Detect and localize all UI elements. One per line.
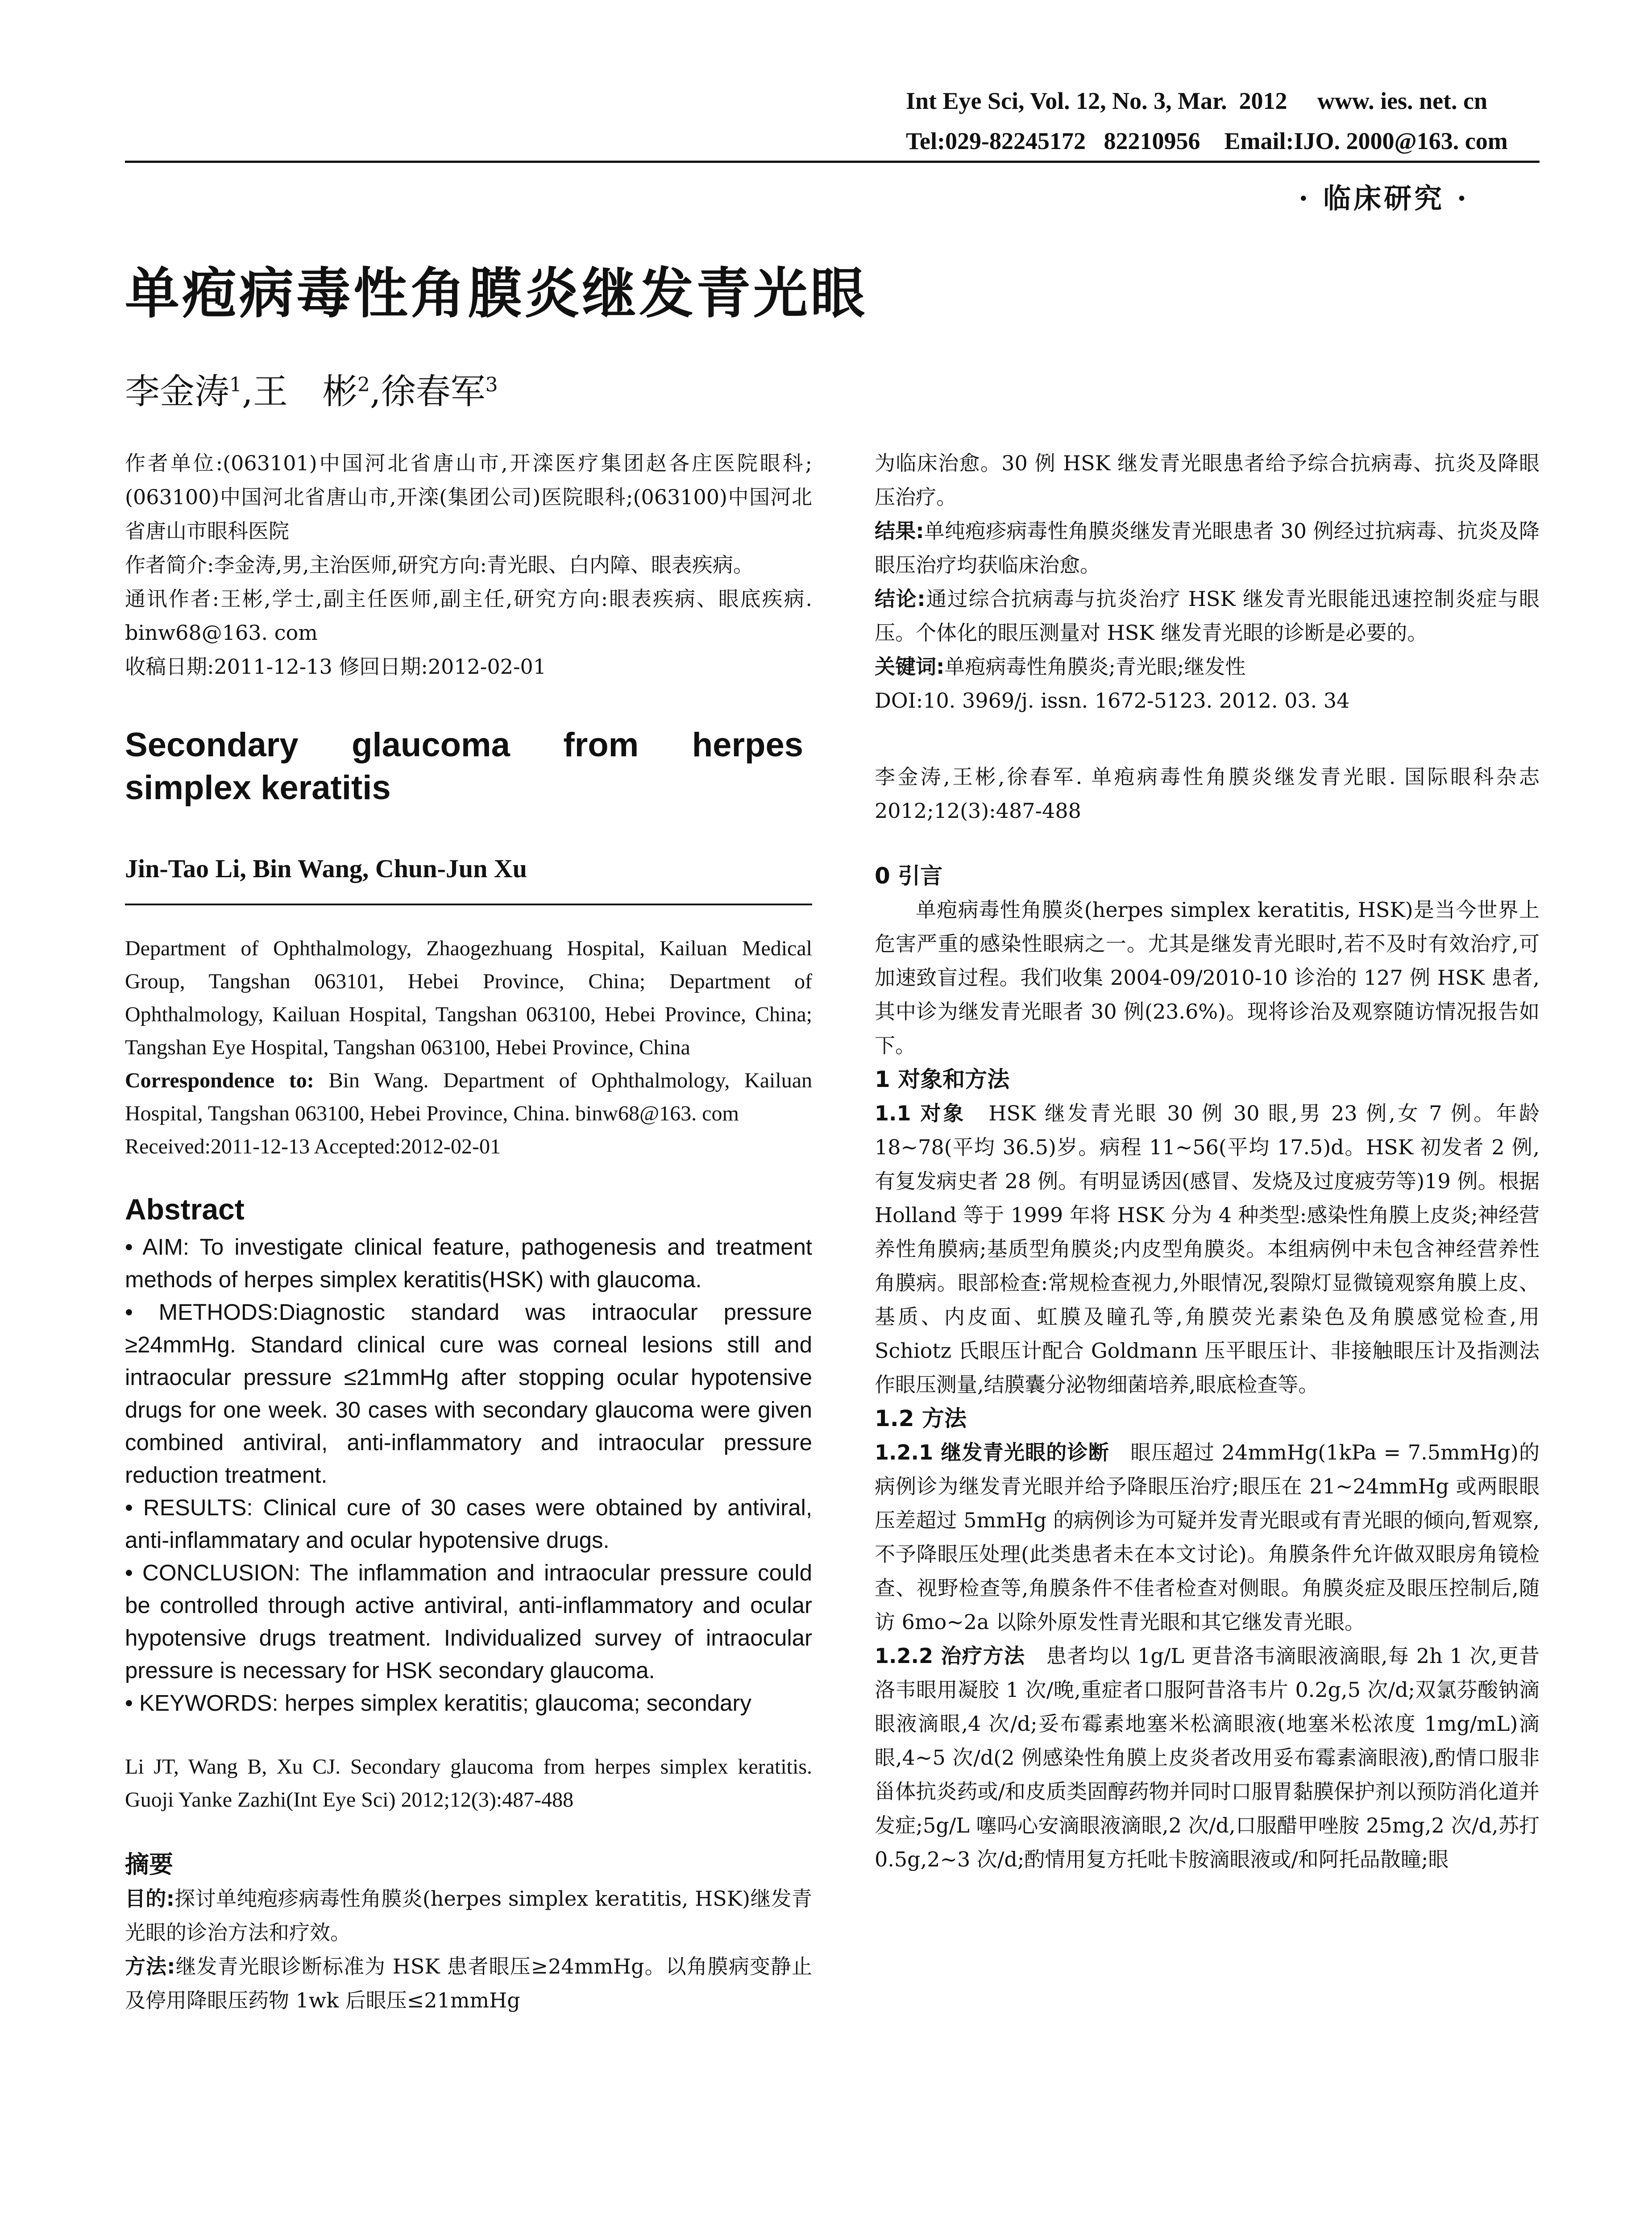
section-1-heading: 1 对象和方法 [875,1066,1010,1092]
contact-header: Tel:029-82245172 82210956 Email:IJO. 2000@163. com [906,128,1508,154]
abstract-aim-label: • AIM: [125,1234,190,1260]
zy-results-text: 单纯疱疹病毒性角膜炎继发青光眼患者 30 例经过抗病毒、抗炎及降眼压治疗均获临床治愈。 [875,519,1540,577]
abstract-methods [125,1296,812,1491]
citation-cn: 李金涛,王彬,徐春军. 单疱病毒性角膜炎继发青光眼. 国际眼科杂志 2012;12(3):487-488 [875,765,1540,823]
author-1-sup: 1 [229,373,242,396]
section-1-2-2 [875,1639,1540,1876]
zy-results-label: 结果: [875,519,924,543]
abstract-aim-text: To investigate clinical feature, pathogenesis and treatment methods of herpes simplex keratitis(HSK) with glaucoma. [125,1234,812,1292]
correspondence-en [125,1064,812,1130]
section-1-2-1-heading: 1.2.1 继发青光眼的诊断 [875,1440,1109,1464]
abstract-keywords [125,1687,812,1719]
zy-keywords-text: 单疱病毒性角膜炎;青光眼;继发性 [944,655,1246,679]
section-1-2-2-heading: 1.2.2 治疗方法 [875,1644,1025,1668]
authors-cn: 李金涛$^1$,王 彬$^2$,徐春军$^3$ [125,372,498,412]
right-column [875,446,1540,1876]
abstract-results-label: • RESULTS: [125,1495,253,1520]
zy-methods-continued: 为临床治愈。30 例 HSK 继发青光眼患者给予综合抗病毒、抗炎及降眼压治疗。 [875,451,1540,509]
abstract-conclusion [125,1556,812,1687]
section-1-2-1-text: 眼压超过 24mmHg(1kPa = 7.5mmHg)的病例诊为继发青光眼并给予降眼压治疗;眼压在 21~24mmHg 或两眼眼压差超过 5mmHg 的病例诊为可疑并发青光眼或有青光眼的倾向,暂观察,不予降眼压处理(此类患者未在本文讨论)。角膜条件允许做双眼房角镜检查、视野检查等,角膜条件不佳者检查对侧眼。角膜炎症及眼压控制后,随访 6mo~2a 以除外原发性青光眼和其它继发青光眼。 [875,1440,1540,1634]
zy-conclusion-label: 结论: [875,587,926,611]
abstract-aim [125,1231,812,1296]
zy-conclusion [875,582,1540,650]
author-bio-cn: 作者简介:李金涛,男,主治医师,研究方向:青光眼、白内障、眼表疾病。 [125,553,754,577]
section-1-2-heading: 1.2 方法 [875,1406,967,1431]
author-3: 徐春军 [381,372,486,412]
zy-objective [125,1882,812,1949]
section-0-heading: 0 引言 [875,863,943,889]
section-1-1 [875,1096,1540,1402]
zy-keywords [875,650,1540,684]
journal-header: Int Eye Sci, Vol. 12, No. 3, Mar. 2012 www. ies. net. cn [906,87,1488,114]
abstract-conclusion-label: • CONCLUSION: [125,1560,301,1585]
zhaiyao-heading: 摘要 [125,1850,173,1879]
author-1: 李金涛 [125,372,230,412]
zy-conclusion-text: 通过综合抗病毒与抗炎治疗 HSK 继发青光眼能迅速控制炎症与眼压。个体化的眼压测量对 HSK 继发青光眼的诊断是必要的。 [875,587,1540,645]
zy-objective-text: 探讨单纯疱疹病毒性角膜炎(herpes simplex keratitis, HSK)继发青光眼的诊治方法和疗效。 [125,1887,812,1945]
author-3-sup: 3 [485,373,498,396]
section-1-2-2-text: 患者均以 1g/L 更昔洛韦滴眼液滴眼,每 2h 1 次,更昔洛韦眼用凝胶 1 次/晚,重症者口服阿昔洛韦片 0.2g,5 次/d;双氯芬酸钠滴眼液滴眼,4 次/d;妥布霉素地塞米松滴眼液(地塞米松浓度 1mg/mL)滴眼,4~5 次/d(2 例感染性角膜上皮炎者改用妥布霉素滴眼液),酌情口服非甾体抗炎药或/和皮质类固醇药物并同时口服胃黏膜保护剂以预防消化道并发症;5g/L 噻吗心安滴眼液滴眼,2 次/d,口服醋甲唑胺 25mg,2 次/d,苏打 0.5g,2~3 次/d;酌情用复方托吡卡胺滴眼液或/和阿托品散瞳;眼 [875,1644,1540,1871]
abstract-conclusion-text: The inflammation and intraocular pressure could be controlled through active antiviral, anti-inflammatory and ocular hypotensive drugs treatment. Individualized survey of intraocular pressure is necessary for HSK secondary glaucoma. [125,1560,812,1683]
citation-en: Li JT, Wang B, Xu CJ. Secondary glaucoma from herpes simplex keratitis. Guoji Yanke Zazhi(Int Eye Sci) 2012;12(3):487-488 [125,1755,812,1812]
zy-objective-label: 目的: [125,1887,174,1911]
correspondence-label: Correspondence to: [125,1069,314,1092]
corresponding-author-cn: 通讯作者:王彬,学士,副主任医师,副主任,研究方向:眼表疾病、眼底疾病. binw68@163. com [125,587,812,645]
authors-en: Jin-Tao Li, Bin Wang, Chun-Jun Xu [125,854,527,883]
header-rule [125,161,1540,163]
authors-rule [125,904,812,905]
abstract-heading: Abstract [125,1193,245,1226]
zy-methods-text: 继发青光眼诊断标准为 HSK 患者眼压≥24mmHg。以角膜病变静止及停用降眼压药物 1wk 后眼压≤21mmHg [125,1954,812,2012]
doi: DOI:10. 3969/j. issn. 1672-5123. 2012. 03. 34 [875,688,1350,713]
abstract-methods-label: • METHODS: [125,1299,279,1325]
zy-methods [125,1949,812,2017]
section-1-1-heading: 1.1 对象 [875,1101,966,1125]
section-label: · 临床研究 · [1299,182,1469,215]
section-1-1-text: HSK 继发青光眼 30 例 30 眼,男 23 例,女 7 例。年龄 18~78(平均 36.5)岁。病程 11~56(平均 17.5)d。HSK 初发者 2 例,有复发病史者 28 例。有明显诱因(感冒、发烧及过度疲劳等)19 例。根据 Holland 等于 1999 年将 HSK 分为 4 种类型:感染性角膜上皮炎;神经营养性角膜病;基质型角膜炎;内皮型角膜炎。本组病例中未包含神经营养性角膜病。眼部检查:常规检查视力,外眼情况,裂隙灯显微镜观察角膜上皮、基质、内皮面、虹膜及瞳孔等,角膜荧光素染色及角膜感觉检查,用 Schiotz 氏眼压计配合 Goldmann 压平眼压计、非接触眼压计及指测法作眼压测量,结膜囊分泌物细菌培养,眼底检查等。 [875,1101,1540,1397]
abstract-keywords-label: • KEYWORDS: [125,1690,278,1716]
abstract-results-text: Clinical cure of 30 cases were obtained by antiviral, anti-inflammatary and ocular hypotensive drugs. [125,1495,812,1553]
section-1-2-1 [875,1435,1540,1639]
zy-methods-label: 方法: [125,1954,175,1978]
zy-keywords-label: 关键词: [875,655,945,679]
paper-title-en: Secondary glaucoma from herpes simplex keratitis [125,726,803,807]
left-column [125,446,812,2017]
affiliation-en: Department of Ophthalmology, Zhaogezhuang Hospital, Kailuan Medical Group, Tangshan 063101, Hebei Province, China; Department of Ophthalmology, Kailuan Hospital, Tangshan 063100, Hebei Province, China; Tangshan Eye Hospital, Tangshan 063100, Hebei Province, China [125,937,812,1059]
section-0-text: 单疱病毒性角膜炎(herpes simplex keratitis, HSK)是当今世界上危害严重的感染性眼病之一。尤其是继发青光眼时,若不及时有效治疗,可加速致盲过程。我们收集 2004-09/2010-10 诊治的 127 例 HSK 患者,其中诊为继发青光眼者 30 例(23.6%)。现将诊治及观察随访情况报告如下。 [875,898,1540,1057]
dates-en: Received:2011-12-13 Accepted:2012-02-01 [125,1135,501,1158]
paper-title-cn: 单疱病毒性角膜炎继发青光眼 [125,262,868,325]
author-affiliation-cn: 作者单位:(063101)中国河北省唐山市,开滦医疗集团赵各庄医院眼科;(063100)中国河北省唐山市,开滦(集团公司)医院眼科;(063100)中国河北省唐山市眼科医院 [125,451,812,543]
abstract-body [125,1231,812,1719]
correspondence-text: Bin Wang. Department of Ophthalmology, Kailuan Hospital, Tangshan 063100, Hebei Province, China. binw68@163. com [125,1069,812,1125]
abstract-keywords-text: herpes simplex keratitis; glaucoma; secondary [278,1690,751,1716]
received-dates-cn: 收稿日期:2011-12-13 修回日期:2012-02-01 [125,655,547,679]
zy-results [875,514,1540,582]
author-2-sup: 2 [357,373,370,396]
abstract-results [125,1491,812,1556]
author-2: 王 彬 [253,372,357,412]
abstract-methods-text: Diagnostic standard was intraocular pressure ≥24mmHg. Standard clinical cure was corneal lesions still and intraocular pressure ≤21mmHg after stopping ocular hypotensive drugs for one week. 30 cases with secondary glaucoma were given combined antiviral, anti-inflammatory and intraocular pressure reduction treatment. [125,1299,812,1488]
